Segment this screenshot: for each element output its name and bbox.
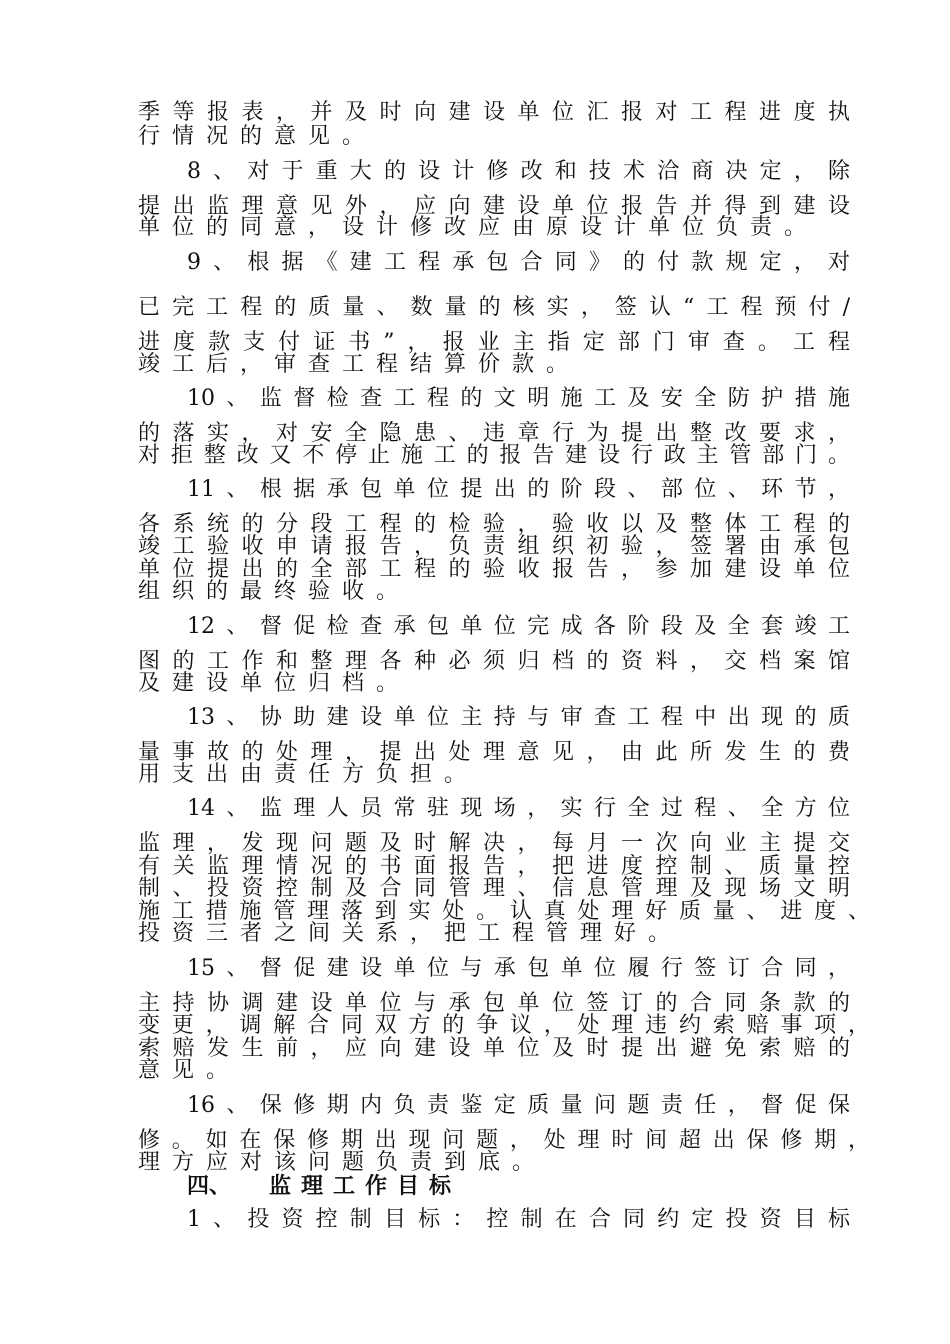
text-line: 施工措施管理落到实处。认真处理好质量、进度、 — [138, 899, 870, 924]
text-line: 14、监理人员常驻现场，实行全过程、全方位 — [187, 796, 850, 821]
text-line: 用支出由责任方负担。 — [138, 762, 479, 787]
text-line: 提出监理意见外，应向建设单位报告并得到建设 — [138, 194, 850, 219]
text-line: 竣工后，审查工程结算价款。 — [138, 352, 581, 377]
text-line: 投资三者之间关系，把工程管理好。 — [138, 921, 683, 946]
text-line: 进度款支付证书”，报业主指定部门审查。工程 — [138, 330, 850, 355]
text-line: 15、督促建设单位与承包单位履行签订合同， — [187, 956, 850, 981]
section-heading — [187, 1174, 461, 1198]
text-line: 量事故的处理，提出处理意见，由此所发生的费 — [138, 740, 850, 765]
text-line: 单位提出的全部工程的验收报告，参加建设单位 — [138, 557, 850, 582]
text-line: 修。如在保修期出现问题，处理时间超出保修期， — [138, 1128, 870, 1153]
section-title: 监理工作目标 — [269, 1173, 462, 1199]
text-line: 索赔发生前，应向建设单位及时提出避免索赔的 — [138, 1036, 850, 1061]
text-line: 意见。 — [138, 1058, 241, 1083]
text-line: 8、对于重大的设计修改和技术洽商决定，除 — [187, 159, 850, 184]
text-line: 13、协助建设单位主持与审查工程中出现的质 — [187, 705, 850, 730]
text-line: 组织的最终验收。 — [138, 579, 411, 604]
text-line: 的落实，对安全隐患、违章行为提出整改要求， — [138, 421, 850, 446]
text-line: 各系统的分段工程的检验，验收以及整体工程的 — [138, 512, 850, 537]
text-line: 制、投资控制及合同管理、信息管理及现场文明 — [138, 876, 850, 901]
text-line: 16、保修期内负责鉴定质量问题责任，督促保 — [187, 1093, 850, 1118]
text-line: 10、监督检查工程的文明施工及安全防护措施 — [187, 386, 850, 411]
text-line: 变更，调解合同双方的争议，处理违约索赔事项， — [138, 1013, 870, 1038]
text-line: 12、督促检查承包单位完成各阶段及全套竣工 — [187, 614, 850, 639]
text-line: 竣工验收申请报告，负责组织初验，签署由承包 — [138, 534, 850, 559]
text-line: 季等报表，并及时向建设单位汇报对工程进度执 — [138, 100, 850, 125]
text-line: 理方应对该问题负责到底。 — [138, 1150, 547, 1175]
text-line: 监理，发现问题及时解决，每月一次向业主提交 — [138, 831, 850, 856]
text-line: 9、根据《建工程承包合同》的付款规定，对 — [187, 250, 850, 275]
text-line: 主持协调建设单位与承包单位签订的合同条款的 — [138, 991, 850, 1016]
text-line: 1、投资控制目标：控制在合同约定投资目标 — [187, 1207, 850, 1232]
text-line: 行情况的意见。 — [138, 124, 377, 149]
text-line: 单位的同意，设计修改应由原设计单位负责。 — [138, 215, 819, 240]
section-number: 四、 — [187, 1173, 232, 1199]
text-line: 已完工程的质量、数量的核实，签认“工程预付/ — [138, 295, 850, 320]
text-line: 对拒整改又不停止施工的报告建设行政主管部门。 — [138, 443, 850, 468]
text-line: 有关监理情况的书面报告，把进度控制、质量控 — [138, 854, 850, 879]
text-line: 及建设单位归档。 — [138, 671, 411, 696]
text-line: 图的工作和整理各种必须归档的资料，交档案馆 — [138, 649, 850, 674]
text-line: 11、根据承包单位提出的阶段、部位、环节， — [187, 477, 850, 502]
